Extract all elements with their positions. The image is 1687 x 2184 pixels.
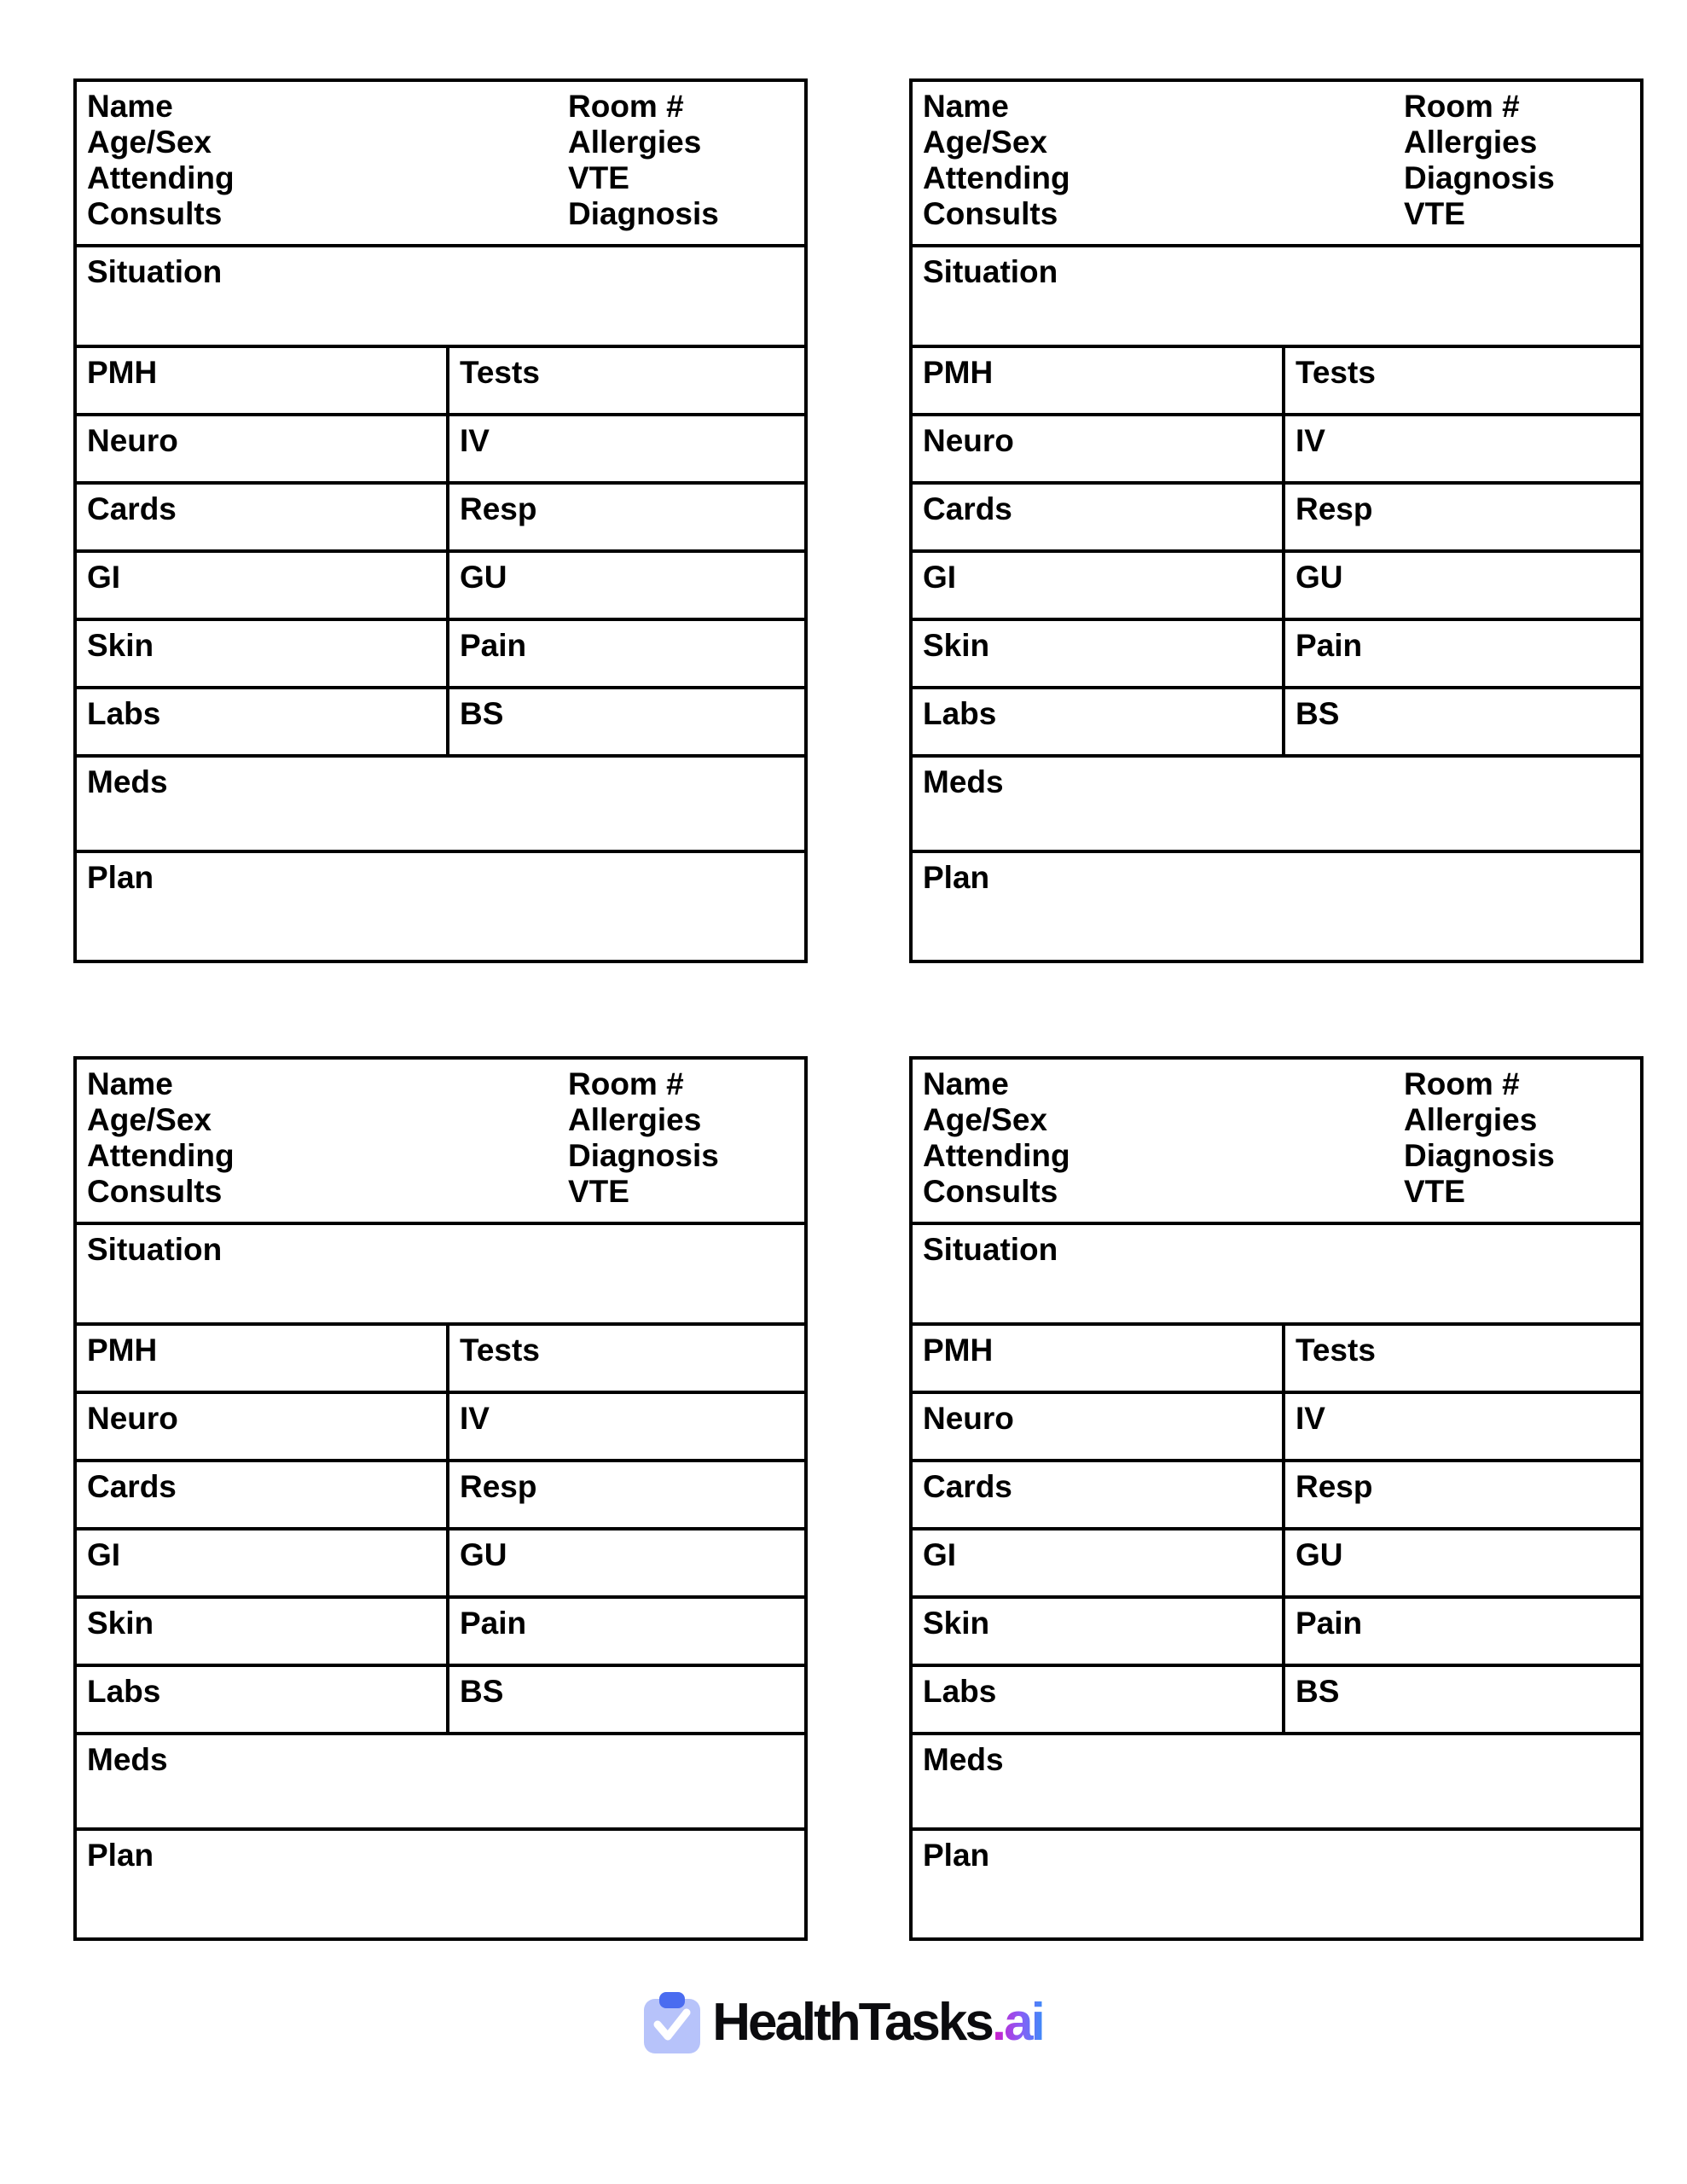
label-gi: GI [87,560,121,595]
situation-section [77,244,804,345]
label-name: Name [87,89,173,124]
pmh-cell [77,1326,449,1391]
label-bs: BS [1296,696,1340,731]
label-room-number: Room # [568,1066,684,1101]
label-skin: Skin [87,628,154,663]
label-gi: GI [923,560,957,595]
label-tests: Tests [460,1333,540,1368]
labs-cell [77,689,449,754]
label-attending: Attending [87,160,235,195]
label-meds: Meds [923,1742,1004,1777]
label-age-sex: Age/Sex [923,125,1048,160]
label-situation: Situation [87,254,223,289]
cards-cell [77,485,449,549]
label-neuro: Neuro [87,423,178,458]
skin-pain-row [77,1595,804,1664]
label-name: Name [923,1066,1009,1101]
label-allergies: Allergies [1404,125,1538,160]
pmh-tests-row [77,1322,804,1391]
label-iv: IV [460,1401,490,1436]
patient-info-header [77,82,804,244]
label-resp: Resp [1296,1469,1373,1504]
skin-cell [913,1599,1285,1664]
label-tests: Tests [1296,355,1376,390]
label-resp: Resp [460,491,537,526]
label-consults: Consults [923,196,1058,231]
meds-section [77,754,804,850]
label-room-number: Room # [1404,1066,1520,1101]
gu-cell [1285,1531,1640,1595]
label-plan: Plan [923,1838,990,1873]
pmh-cell [77,348,449,413]
resp-cell [449,1462,804,1527]
neuro-cell [913,416,1285,481]
header-right-column [1404,89,1555,232]
label-pain: Pain [460,628,527,663]
label-labs: Labs [87,696,161,731]
gi-gu-row [77,549,804,618]
gi-gu-row [77,1527,804,1595]
pmh-tests-row [913,1322,1640,1391]
patient-report-card-2 [909,78,1644,963]
pain-cell [1285,1599,1640,1664]
label-gu: GU [1296,1537,1343,1572]
label-gu: GU [460,560,507,595]
bs-cell [449,1667,804,1732]
label-bs: BS [460,696,504,731]
gu-cell [449,1531,804,1595]
bs-cell [449,689,804,754]
label-age-sex: Age/Sex [87,125,212,160]
labs-cell [913,689,1285,754]
label-room-number: Room # [568,89,684,124]
label-pain: Pain [460,1606,527,1641]
cards-resp-row [77,481,804,549]
plan-section [913,1827,1640,1937]
label-bs: BS [460,1674,504,1709]
label-consults: Consults [87,196,223,231]
label-skin: Skin [923,628,990,663]
label-attending: Attending [87,1138,235,1173]
skin-pain-row [77,618,804,686]
label-cards: Cards [923,491,1012,526]
plan-section [77,850,804,960]
skin-pain-row [913,1595,1640,1664]
label-skin: Skin [87,1606,154,1641]
pmh-cell [913,348,1285,413]
label-plan: Plan [87,860,154,895]
label-plan: Plan [923,860,990,895]
label-vte: VTE [1404,1174,1465,1209]
pmh-tests-row [77,345,804,413]
pain-cell [449,621,804,686]
meds-section [77,1732,804,1827]
label-labs: Labs [923,1674,997,1709]
gi-cell [77,1531,449,1595]
label-diagnosis: Diagnosis [1404,160,1555,195]
gi-cell [77,553,449,618]
labs-bs-row [913,1664,1640,1732]
neuro-cell [77,1394,449,1459]
label-gu: GU [460,1537,507,1572]
label-diagnosis: Diagnosis [568,196,719,231]
skin-pain-row [913,618,1640,686]
label-pmh: PMH [87,1333,158,1368]
label-gi: GI [87,1537,121,1572]
patient-report-card-4 [909,1056,1644,1941]
label-vte: VTE [568,160,629,195]
label-age-sex: Age/Sex [923,1102,1048,1137]
patient-report-card-3 [73,1056,808,1941]
patient-info-header [913,1060,1640,1222]
gu-cell [1285,553,1640,618]
patient-info-header [913,82,1640,244]
cards-cell [77,1462,449,1527]
skin-cell [77,621,449,686]
gi-gu-row [913,1527,1640,1595]
skin-cell [913,621,1285,686]
label-vte: VTE [568,1174,629,1209]
pain-cell [449,1599,804,1664]
label-skin: Skin [923,1606,990,1641]
label-attending: Attending [923,1138,1070,1173]
pain-cell [1285,621,1640,686]
brand-suffix-text: .ai [991,1993,1043,2052]
tests-cell [449,348,804,413]
label-name: Name [923,89,1009,124]
pmh-tests-row [913,345,1640,413]
label-tests: Tests [460,355,540,390]
bs-cell [1285,1667,1640,1732]
tests-cell [1285,1326,1640,1391]
label-meds: Meds [87,764,168,799]
resp-cell [1285,1462,1640,1527]
label-bs: BS [1296,1674,1340,1709]
label-name: Name [87,1066,173,1101]
meds-section [913,754,1640,850]
labs-cell [77,1667,449,1732]
iv-cell [449,1394,804,1459]
gi-gu-row [913,549,1640,618]
label-iv: IV [1296,423,1325,458]
iv-cell [1285,416,1640,481]
iv-cell [449,416,804,481]
situation-section [913,1222,1640,1322]
label-pain: Pain [1296,1606,1363,1641]
label-labs: Labs [87,1674,161,1709]
neuro-cell [913,1394,1285,1459]
cards-resp-row [913,1459,1640,1527]
situation-section [913,244,1640,345]
label-iv: IV [460,423,490,458]
label-pmh: PMH [923,355,994,390]
label-allergies: Allergies [568,125,702,160]
resp-cell [449,485,804,549]
label-plan: Plan [87,1838,154,1873]
label-gi: GI [923,1537,957,1572]
label-pmh: PMH [87,355,158,390]
neuro-iv-row [913,413,1640,481]
gu-cell [449,553,804,618]
label-pain: Pain [1296,628,1363,663]
label-consults: Consults [87,1174,223,1209]
labs-bs-row [77,1664,804,1732]
resp-cell [1285,485,1640,549]
meds-section [913,1732,1640,1827]
label-tests: Tests [1296,1333,1376,1368]
label-neuro: Neuro [87,1401,178,1436]
cards-resp-row [913,481,1640,549]
label-attending: Attending [923,160,1070,195]
label-allergies: Allergies [1404,1102,1538,1137]
label-situation: Situation [923,254,1058,289]
label-vte: VTE [1404,196,1465,231]
clipboard-check-icon [644,1992,700,2053]
neuro-iv-row [77,413,804,481]
label-situation: Situation [87,1232,223,1267]
label-cards: Cards [923,1469,1012,1504]
label-diagnosis: Diagnosis [568,1138,719,1173]
label-neuro: Neuro [923,423,1014,458]
gi-cell [913,1531,1285,1595]
label-age-sex: Age/Sex [87,1102,212,1137]
brand-name-text: HealthTasks [712,1993,992,2052]
header-right-column [568,1066,719,1210]
label-allergies: Allergies [568,1102,702,1137]
header-right-column [1404,1066,1555,1210]
labs-cell [913,1667,1285,1732]
gi-cell [913,553,1285,618]
cards-cell [913,485,1285,549]
label-diagnosis: Diagnosis [1404,1138,1555,1173]
label-neuro: Neuro [923,1401,1014,1436]
label-labs: Labs [923,696,997,731]
label-room-number: Room # [1404,89,1520,124]
neuro-cell [77,416,449,481]
label-meds: Meds [923,764,1004,799]
header-right-column [568,89,719,232]
patient-info-header [77,1060,804,1222]
label-pmh: PMH [923,1333,994,1368]
cards-resp-row [77,1459,804,1527]
label-resp: Resp [1296,491,1373,526]
pmh-cell [913,1326,1285,1391]
skin-cell [77,1599,449,1664]
neuro-iv-row [913,1391,1640,1459]
label-situation: Situation [923,1232,1058,1267]
bs-cell [1285,689,1640,754]
label-gu: GU [1296,560,1343,595]
label-cards: Cards [87,491,177,526]
tests-cell [449,1326,804,1391]
plan-section [913,850,1640,960]
situation-section [77,1222,804,1322]
label-resp: Resp [460,1469,537,1504]
plan-section [77,1827,804,1937]
labs-bs-row [913,686,1640,754]
patient-report-card-1 [73,78,808,963]
label-consults: Consults [923,1174,1058,1209]
labs-bs-row [77,686,804,754]
label-meds: Meds [87,1742,168,1777]
report-cards-grid [73,78,1644,1941]
iv-cell [1285,1394,1640,1459]
neuro-iv-row [77,1391,804,1459]
label-iv: IV [1296,1401,1325,1436]
label-cards: Cards [87,1469,177,1504]
tests-cell [1285,348,1640,413]
healthtasks-logo [0,1988,1687,2058]
cards-cell [913,1462,1285,1527]
